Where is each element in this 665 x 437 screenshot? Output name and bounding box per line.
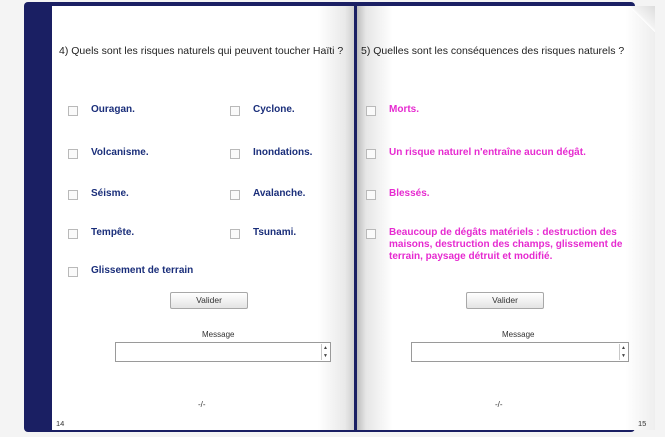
- spinner-arrows-icon[interactable]: ▲ ▼: [321, 344, 329, 360]
- option-tempete[interactable]: [68, 227, 134, 239]
- checkbox-icon[interactable]: [366, 149, 376, 159]
- checkbox-icon[interactable]: [68, 190, 78, 200]
- option-glissement-de-terrain[interactable]: [68, 265, 193, 277]
- option-label: Blessés.: [389, 188, 430, 199]
- option-degats-materiels[interactable]: [366, 227, 642, 263]
- checkbox-icon[interactable]: [230, 229, 240, 239]
- validate-button[interactable]: Valider: [170, 292, 248, 309]
- option-label: Tsunami.: [253, 227, 297, 238]
- page-number: 14: [56, 419, 65, 428]
- option-seisme[interactable]: [68, 188, 129, 200]
- spinner-arrows-icon[interactable]: ▲ ▼: [619, 344, 627, 360]
- option-label: Ouragan.: [91, 104, 135, 115]
- option-label: Un risque naturel n'entraîne aucun dégât.: [389, 147, 586, 158]
- option-label: Glissement de terrain: [91, 265, 194, 276]
- validate-button[interactable]: Valider: [466, 292, 544, 309]
- checkbox-icon[interactable]: [366, 106, 376, 116]
- option-aucun-degat[interactable]: [366, 147, 646, 159]
- option-cyclone[interactable]: [230, 104, 295, 116]
- question-4: 4) Quels sont les risques naturels qui peuvent toucher Haïti ?: [59, 45, 344, 57]
- option-inondations[interactable]: [230, 147, 312, 159]
- checkbox-icon[interactable]: [68, 229, 78, 239]
- checkbox-icon[interactable]: [366, 190, 376, 200]
- message-field[interactable]: [411, 342, 629, 362]
- option-blesses[interactable]: [366, 188, 646, 200]
- option-label: Tempête.: [91, 227, 135, 238]
- option-label: Beaucoup de dégâts matériels : destruction des maisons, destruction des champs, glissement de terrain, paysage détruit et modifié.: [389, 227, 623, 262]
- option-label: Avalanche.: [253, 188, 306, 199]
- option-label: Séisme.: [91, 188, 129, 199]
- page-footer: -/-: [495, 400, 503, 409]
- checkbox-icon[interactable]: [68, 106, 78, 116]
- option-ouragan[interactable]: [68, 104, 135, 116]
- checkbox-icon[interactable]: [230, 149, 240, 159]
- page-number: 15: [638, 419, 647, 428]
- option-label: Cyclone.: [253, 104, 295, 115]
- option-morts[interactable]: [366, 104, 646, 116]
- message-label: Message: [502, 330, 535, 339]
- option-volcanisme[interactable]: [68, 147, 149, 159]
- left-page: [52, 6, 354, 430]
- checkbox-icon[interactable]: [68, 267, 78, 277]
- option-avalanche[interactable]: [230, 188, 305, 200]
- checkbox-icon[interactable]: [68, 149, 78, 159]
- option-label: Inondations.: [253, 147, 313, 158]
- question-5: 5) Quelles sont les conséquences des risques naturels ?: [361, 45, 625, 57]
- message-label: Message: [202, 330, 235, 339]
- option-label: Volcanisme.: [91, 147, 149, 158]
- checkbox-icon[interactable]: [230, 106, 240, 116]
- page-footer: -/-: [198, 400, 206, 409]
- checkbox-icon[interactable]: [230, 190, 240, 200]
- checkbox-icon[interactable]: [366, 229, 376, 239]
- message-field[interactable]: [115, 342, 331, 362]
- option-label: Morts.: [389, 104, 419, 115]
- book-frame: [24, 2, 647, 432]
- option-tsunami[interactable]: [230, 227, 296, 239]
- right-page: [357, 6, 655, 430]
